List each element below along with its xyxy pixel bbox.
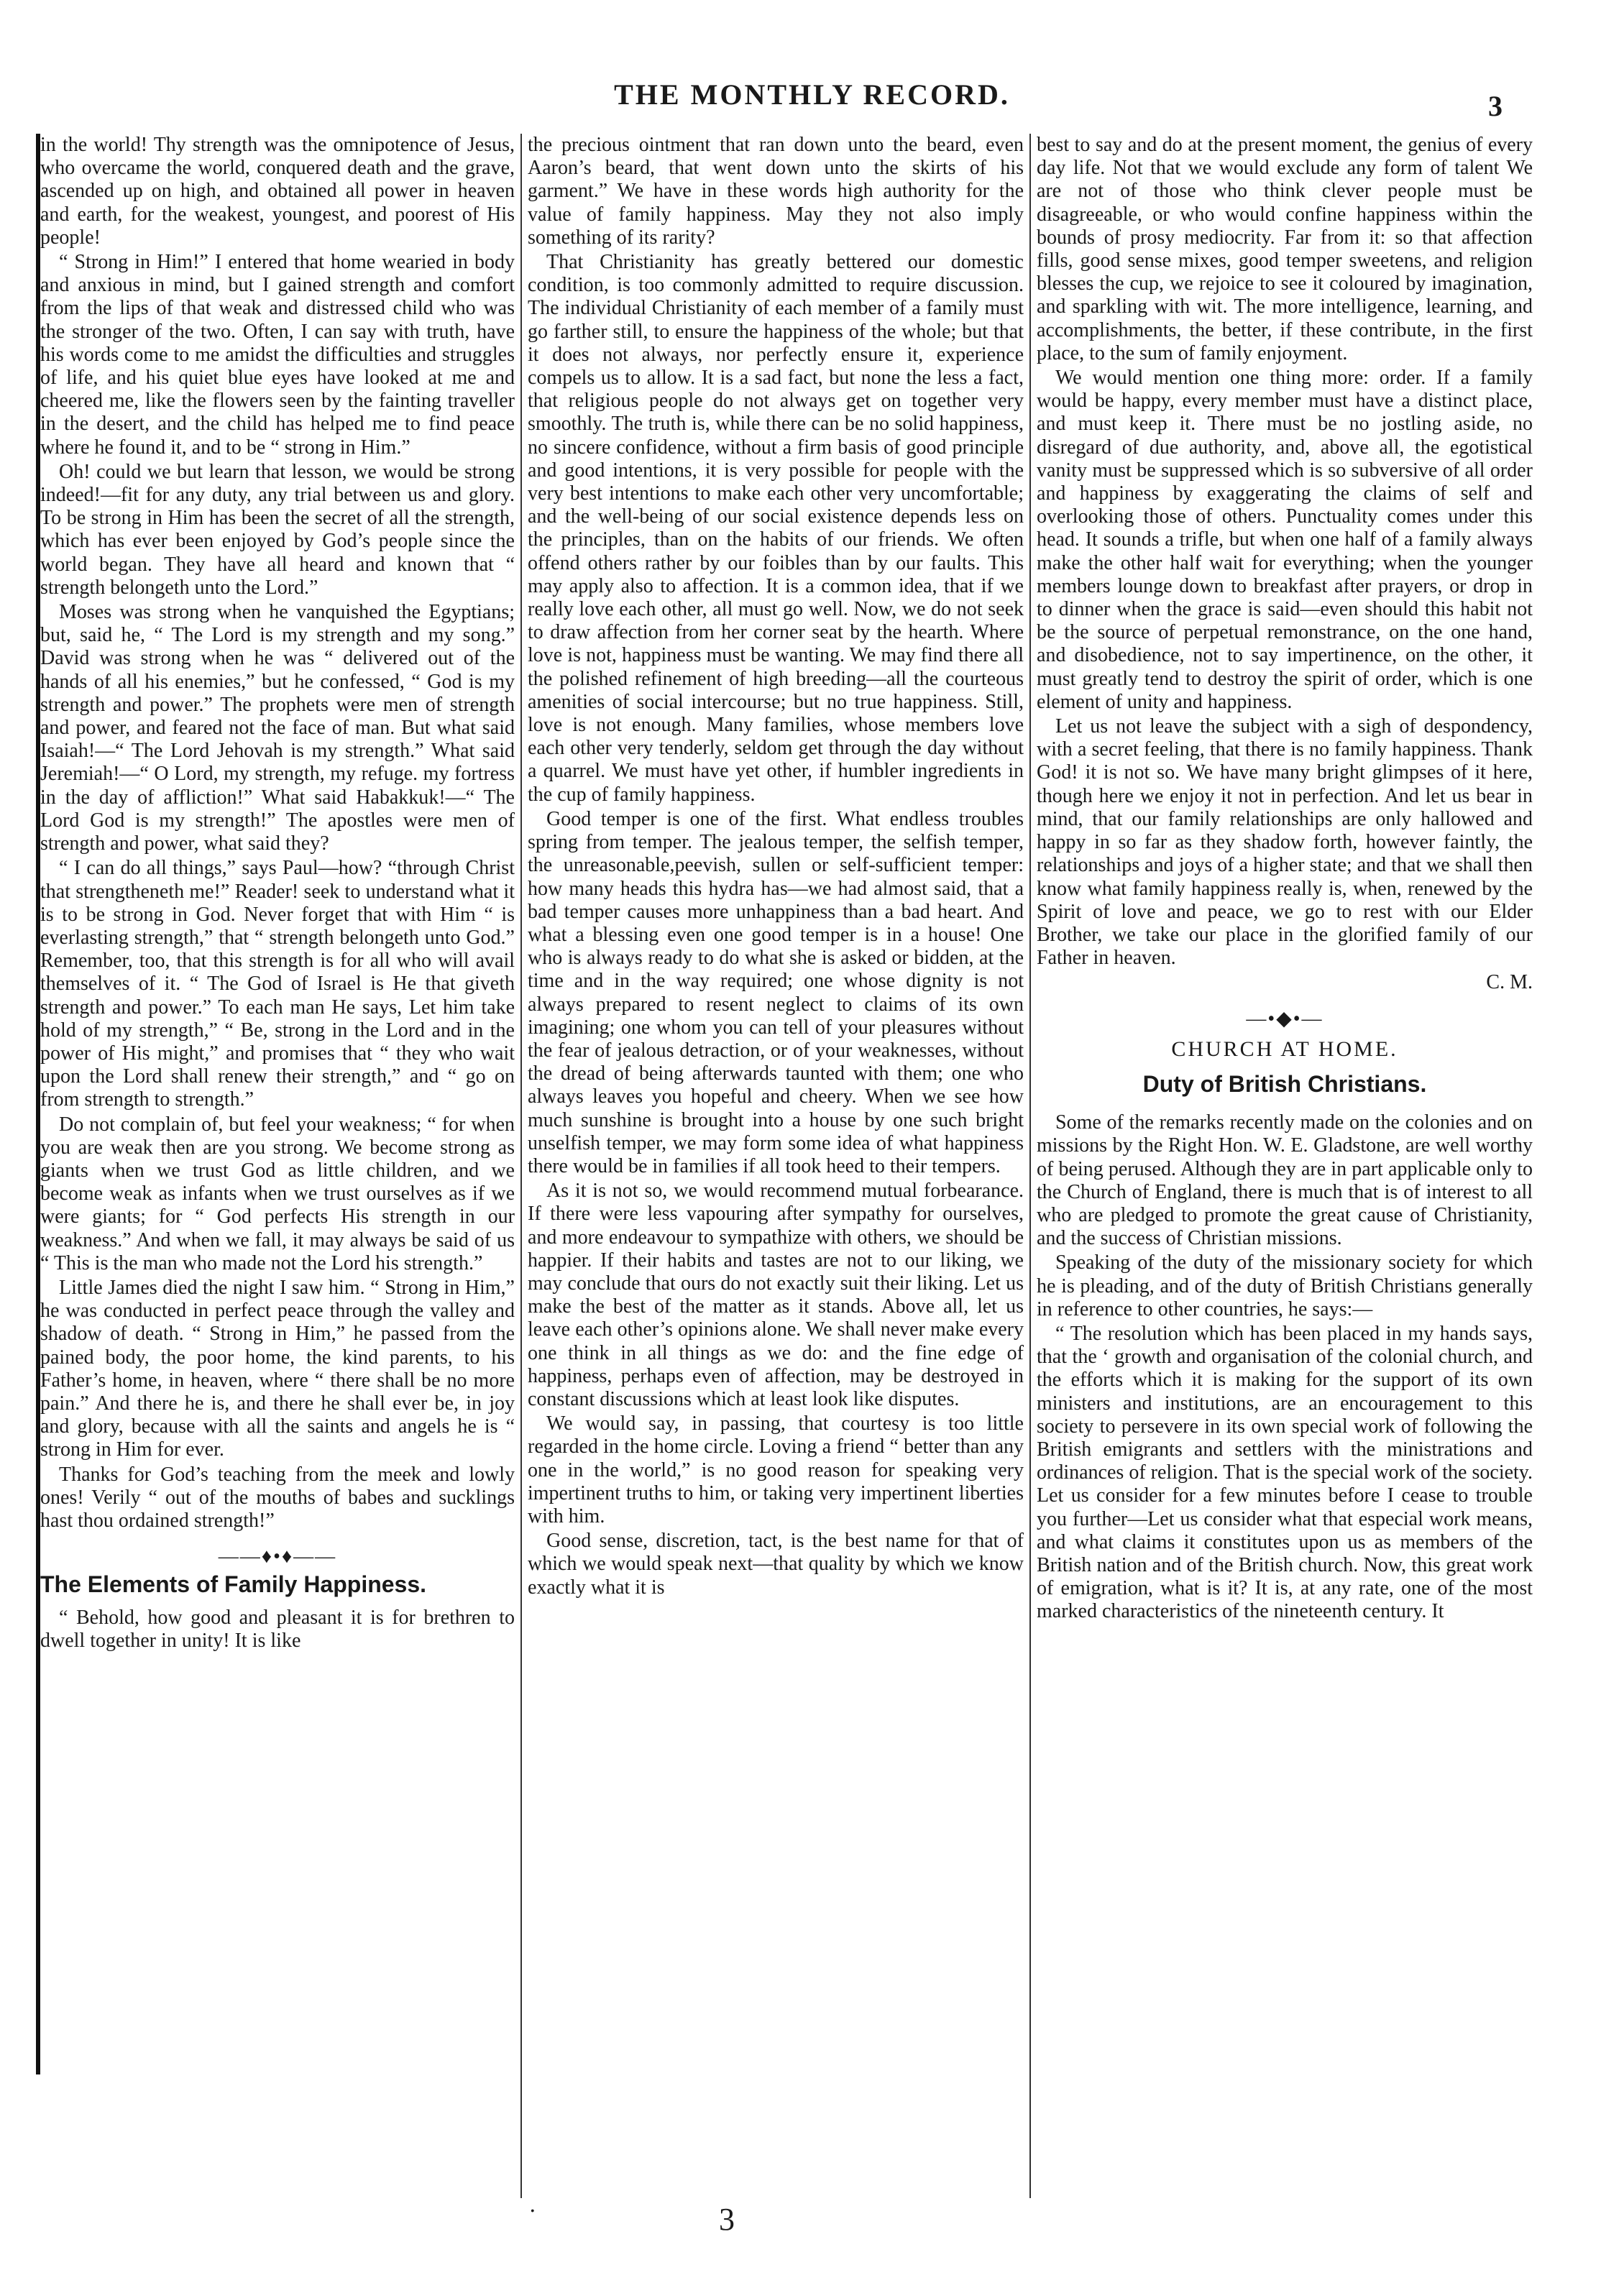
footer-mark: .: [529, 2192, 536, 2218]
col1-paragraph: “ Strong in Him!” I entered that home wearied in body and anxious in mind, but I gained strength and comfort from the lips of that weak and distressed child who was the stronger of the two. Often, I can say with truth, have his words come to me amidst the difficulties and struggles of life, and his quiet blue eyes have looked at me and cheered me, like the flowers seen by the fainting traveller in the desert, and the child has helped me to find peace where he found it, and to be “ strong in Him.”: [40, 251, 515, 459]
col1-section-paragraph: “ Behold, how good and pleasant it is for brethren to dwell together in unity! It is like: [40, 1606, 515, 1652]
section-divider-ornament: —•◆•—: [1246, 1007, 1323, 1030]
page-number-bottom: 3: [719, 2202, 735, 2237]
section-divider-ornament: ——♦•♦——: [218, 1545, 337, 1568]
col3-paragraph: Let us not leave the subject with a sigh of despondency, with a secret feeling, that there is no family happiness. Thank God! it is not so. We have many bright glimpses of it here, though here we enjoy it not in perfection. And let us bear in mind, that our family relationships are only hallowed and happy in so far as they shadow forth, however faintly, the relationships and joys of a higher state; and that we shall then know what family happiness really is, when, renewed by the Spirit of love and peace, we go to rest with our Elder Brother, we take our place in the glorified family of our Father in heaven.: [1037, 715, 1533, 970]
col2-paragraph: the precious ointment that ran down unto the beard, even Aaron’s beard, that went down unto the skirts of his garment.” We have in these words high authority for the value of family happiness. May they not also imply something of its rarity?: [528, 134, 1024, 249]
col1-paragraph: Oh! could we but learn that lesson, we would be strong indeed!—fit for any duty, any trial between us and glory. To be strong in Him has been the secret of all the strength, which has ever been enjoyed by God’s people since the world began. They have all heard and known that “ strength belongeth unto the Lord.”: [40, 460, 515, 599]
section-title-duty-british-christians: Duty of British Christians.: [1142, 1070, 1427, 1097]
col2-paragraph: Good sense, discretion, tact, is the best name for that of which we would speak next—that quality by which we know exactly what it is: [528, 1530, 1024, 1599]
col2-paragraph: Good temper is one of the first. What endless troubles spring from temper. The jealous temper, the selfish temper, the unreasonable,peevish, sullen or self-sufficient temper: how many heads this hydra has—we had almost said, that a bad temper causes more unhappiness than a bad heart. And what a blessing even one good temper is in a house! One who is always ready to do what she is asked or bidden, at the time and in the way required; one whose dignity is not always prepared to resent neglect to claims of its own imagining; one whom you can tell of your pleasures without the fear of jealous detraction, or of your weaknesses, without the dread of being afterwards taunted with them; one who always leaves you hopeful and cheery. When we see how much sunshine is brought into a house by one such bright unselfish temper, we may form some idea of what happiness there would be in families if all took heed to their tempers.: [528, 807, 1024, 1177]
column-3: [1037, 134, 1533, 2197]
col1-paragraph: “ I can do all things,” says Paul—how? “through Christ that strengtheneth me!” Reader! seek to understand what it is to be strong in God. Never forget that with Him “ is everlasting strength,” that “ strength belongeth unto God.” Remember, too, that this strength is for all who will avail themselves of it. “ The God of Israel is He that giveth strength and power.” To each man He says, Let him take hold of my strength,” “ Be, strong in the Lord and in the power of His might,” and promises that “ they who wait upon the Lord shall renew their strength,” and “ go on from strength to strength.”: [40, 857, 515, 1111]
col2-paragraph: We would say, in passing, that courtesy is too little regarded in the home circle. Loving a friend “ better than any one in the world,” is no good reason for speaking very impertinent truths to him, or taking very impertinent liberties with him.: [528, 1412, 1024, 1527]
col3-section-paragraph: “ The resolution which has been placed in my hands says, that the ‘ growth and organisation of the colonial church, and the efforts which it is making for the support of its own ministers and institutions, are an encouragement to this society to persevere in its own special work of following the British emigrants and settlers with the ministrations and ordinances of religion. That is the special work of the society. Let us consider for a few minutes before I cease to trouble you further—Let us consider what that especial work means, and what claims it constitutes upon us as members of the British nation and of the British church. Now, this great work of emigration, what is it? It is, at any rate, one of the most marked characteristics of the nineteenth century. It: [1037, 1322, 1533, 1623]
col1-paragraph: in the world! Thy strength was the omnipotence of Jesus, who overcame the world, conquered death and the grave, ascended up on high, and obtained all power in heaven and earth, for the weakest, youngest, and poorest of His people!: [40, 134, 515, 249]
col2-paragraph: That Christianity has greatly bettered our domestic condition, is too commonly admitted to require discussion. The individual Christianity of each member of a family must go farther still, to ensure the happiness of the whole; but that it does not always, nor perfectly ensure it, experience compels us to allow. It is a sad fact, but none the less a fact, that religious people do not always get on together very smoothly. The truth is, while there can be no solid happiness, no sincere confidence, without a firm basis of good principle and good intentions, it is very possible for people with the very best intentions to make each other very uncomfortable; and the well-being of our social existence depends less on the principles, than on the habits of our friends. We often offend others rather by our foibles than by our faults. This may apply also to affection. It is a common idea, that if we really love each other, all must go well. Now, we do not seek to draw affection from her corner seat by the hearth. Where love is not, happiness must be wanting. We may find there all the polished refinement of high breeding—all the courteous amenities of social intercourse; but no true happiness. Still, love is not enough. Many families, whose members love each other very tenderly, seldom get through the day without a quarrel. We must have yet other, if humbler ingredients in the cup of family happiness.: [528, 251, 1024, 806]
col3-paragraph: best to say and do at the present moment, the genius of every day life. Not that we would exclude any form of talent We are not of those who think clever people must be disagreeable, or who would confine happiness within the bounds of prosy mediocrity. Far from it: so that affection fills, good sense mixes, good temper sweetens, and religion blesses the cup, we rejoice to see it coloured by imagination, and sparkling with wit. The more intelligence, learning, and accomplishments, the better, if these contribute, in the first place, to the sum of family enjoyment.: [1037, 134, 1533, 364]
col2-paragraph: As it is not so, we would recommend mutual forbearance. If there were less vapouring after sympathy for ourselves, and more endeavour to sympathize with others, we should be happier. If their habits and tastes are not to our liking, we may conclude that ours do not exactly suit their liking. Let us make the best of the matter as it stands. Above all, let us leave each other’s opinions alone. We shall never make every one think in all things as we do: and the fine edge of happiness, perhaps even of affection, may be destroyed in constant discussions which at least look like disputes.: [528, 1180, 1024, 1410]
page-number-top: 3: [1488, 90, 1503, 122]
section-title-family-happiness: The Elements of Family Happiness.: [40, 1571, 427, 1598]
col3-paragraph: We would mention one thing more: order. If a family would be happy, every member must have a distinct place, and must keep it. There must be no jostling aside, no disregard of due authority, and, above all, the egotistical vanity must be suppressed which is so subversive of all order and happiness by exaggerating the claims of self and overlooking those of others. Punctuality comes under this head. It sounds a trifle, but when one half of a family always make the other half wait for everything; when the younger members lounge down to breakfast after prayers, or drop in to dinner when the grace is said—even should this habit not be the source of perpetual remonstrance, on the one hand, and disobedience, not to say impertinence, on the other, it must greatly tend to destroy the spirit of order, which is one element of unity and happiness.: [1037, 367, 1533, 713]
col3-section-paragraph: Speaking of the duty of the missionary society for which he is pleading, and of the duty of British Christians generally in reference to other countries, he says:—: [1037, 1251, 1533, 1320]
column-rule-1: [520, 134, 522, 2198]
col1-paragraph: Little James died the night I saw him. “ Strong in Him,” he was conducted in perfect peace through the valley and shadow of death. “ Strong in Him,” he passed from the pained body, the poor home, the kind parents, to his Father’s home, in heaven, where “ there shall be no more pain.” And there he is, and there he shall ever be, in joy and glory, because with all the saints and angels he is “ strong in Him for ever.: [40, 1276, 515, 1461]
column-rule-2: [1029, 134, 1031, 2198]
running-head: THE MONTHLY RECORD.: [614, 78, 1010, 111]
author-signature: C. M.: [1486, 971, 1533, 994]
section-kicker-church-at-home: CHURCH AT HOME.: [1171, 1037, 1398, 1061]
column-2: [528, 134, 1024, 2197]
col1-paragraph: Moses was strong when he vanquished the Egyptians; but, said he, “ The Lord is my strength and my song.” David was strong when he was “ delivered out of the hands of all his enemies,” but he confessed, “ God is my strength and power.” The prophets were men of strength and power, and feared not the face of man. But what said Isaiah!—“ The Lord Jehovah is my strength.” What said Jeremiah!—“ O Lord, my strength, my refuge. my fortress in the day of affliction!” What said Habakkuk!—“ The Lord God is my strength!” The apostles were men of strength and power, what said they?: [40, 601, 515, 855]
col1-paragraph: Do not complain of, but feel your weakness; “ for when you are weak then are you strong. We become strong as giants when we trust God as little children, and we become weak as infants when we trust ourselves as if we were giants; for “ God perfects His strength in our weakness.” And when we fall, it may always be said of us “ This is the man who made not the Lord his strength.”: [40, 1113, 515, 1274]
col3-section-paragraph: Some of the remarks recently made on the colonies and on missions by the Right Hon. W. E. Gladstone, are well worthy of being perused. Although they are in part applicable only to the Church of England, there is much that is of interest to all who are pledged to promote the great cause of Christianity, and the success of Christian missions.: [1037, 1111, 1533, 1250]
column-1: [40, 134, 515, 2197]
col1-paragraph: Thanks for God’s teaching from the meek and lowly ones! Verily “ out of the mouths of babes and sucklings hast thou ordained strength!”: [40, 1463, 515, 1532]
